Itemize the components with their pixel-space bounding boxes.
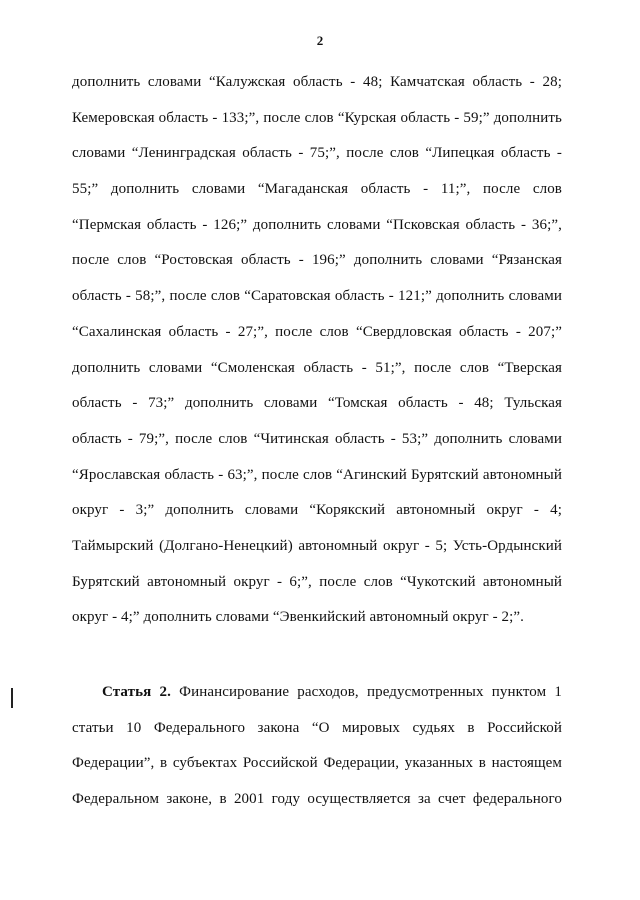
text-line: статьи 10 Федерального закона “О мировых судьях в Российской — [72, 719, 562, 736]
text-line: дополнить словами “Калужская область - 48; Камчатская область - 28; — [72, 74, 562, 90]
text-line: “Пермская область - 126;” дополнить словами “Псковская область - 36;”, — [72, 216, 562, 233]
text-line: область - 79;”, после слов “Читинская область - 53;” дополнить словами — [72, 430, 562, 447]
text-line: округ - 3;” дополнить словами “Корякский автономный округ - 4; — [72, 502, 562, 519]
text-line: округ - 4;” дополнить словами “Эвенкийский автономный округ - 2;”. — [72, 609, 524, 626]
text-line: словами “Ленинградская область - 75;”, после слов “Липецкая область - — [72, 145, 562, 162]
page-number: 2 — [316, 33, 324, 48]
text-line: область - 73;” дополнить словами “Томская область - 48; Тульская — [72, 395, 562, 412]
text-line: Кемеровская область - 133;”, после слов “Курская область - 59;” дополнить — [72, 109, 562, 126]
text-line: область - 58;”, после слов “Саратовская область - 121;” дополнить словами — [72, 288, 562, 305]
text-line: Федеральном законе, в 2001 году осуществляется за счет федерального — [72, 791, 562, 808]
paragraph-article-2 — [72, 682, 562, 825]
text-line-first — [72, 682, 562, 718]
text-line: 55;” дополнить словами “Магаданская область - 11;”, после слов — [72, 181, 562, 198]
text-line: после слов “Ростовская область - 196;” дополнить словами “Рязанская — [72, 252, 562, 269]
text-line: Федерации”, в субъектах Российской Федерации, указанных в настоящем — [72, 755, 562, 772]
margin-mark — [11, 688, 13, 708]
text-line: “Сахалинская область - 27;”, после слов “Свердловская область - 207;” — [72, 323, 562, 340]
paragraph-amendments — [72, 72, 562, 643]
article-label: Статья 2. — [102, 684, 171, 700]
article-text: Финансирование расходов, предусмотренных пунктом 1 — [170, 684, 562, 700]
text-line: “Ярославская область - 63;”, после слов “Агинский Бурятский автономный — [72, 466, 562, 483]
text-line: Бурятский автономный округ - 6;”, после слов “Чукотский автономный — [72, 573, 562, 590]
text-line: дополнить словами “Смоленская область - 51;”, после слов “Тверская — [72, 359, 562, 376]
text-line: Таймырский (Долгано-Ненецкий) автономный округ - 5; Усть-Ордынский — [72, 537, 562, 554]
